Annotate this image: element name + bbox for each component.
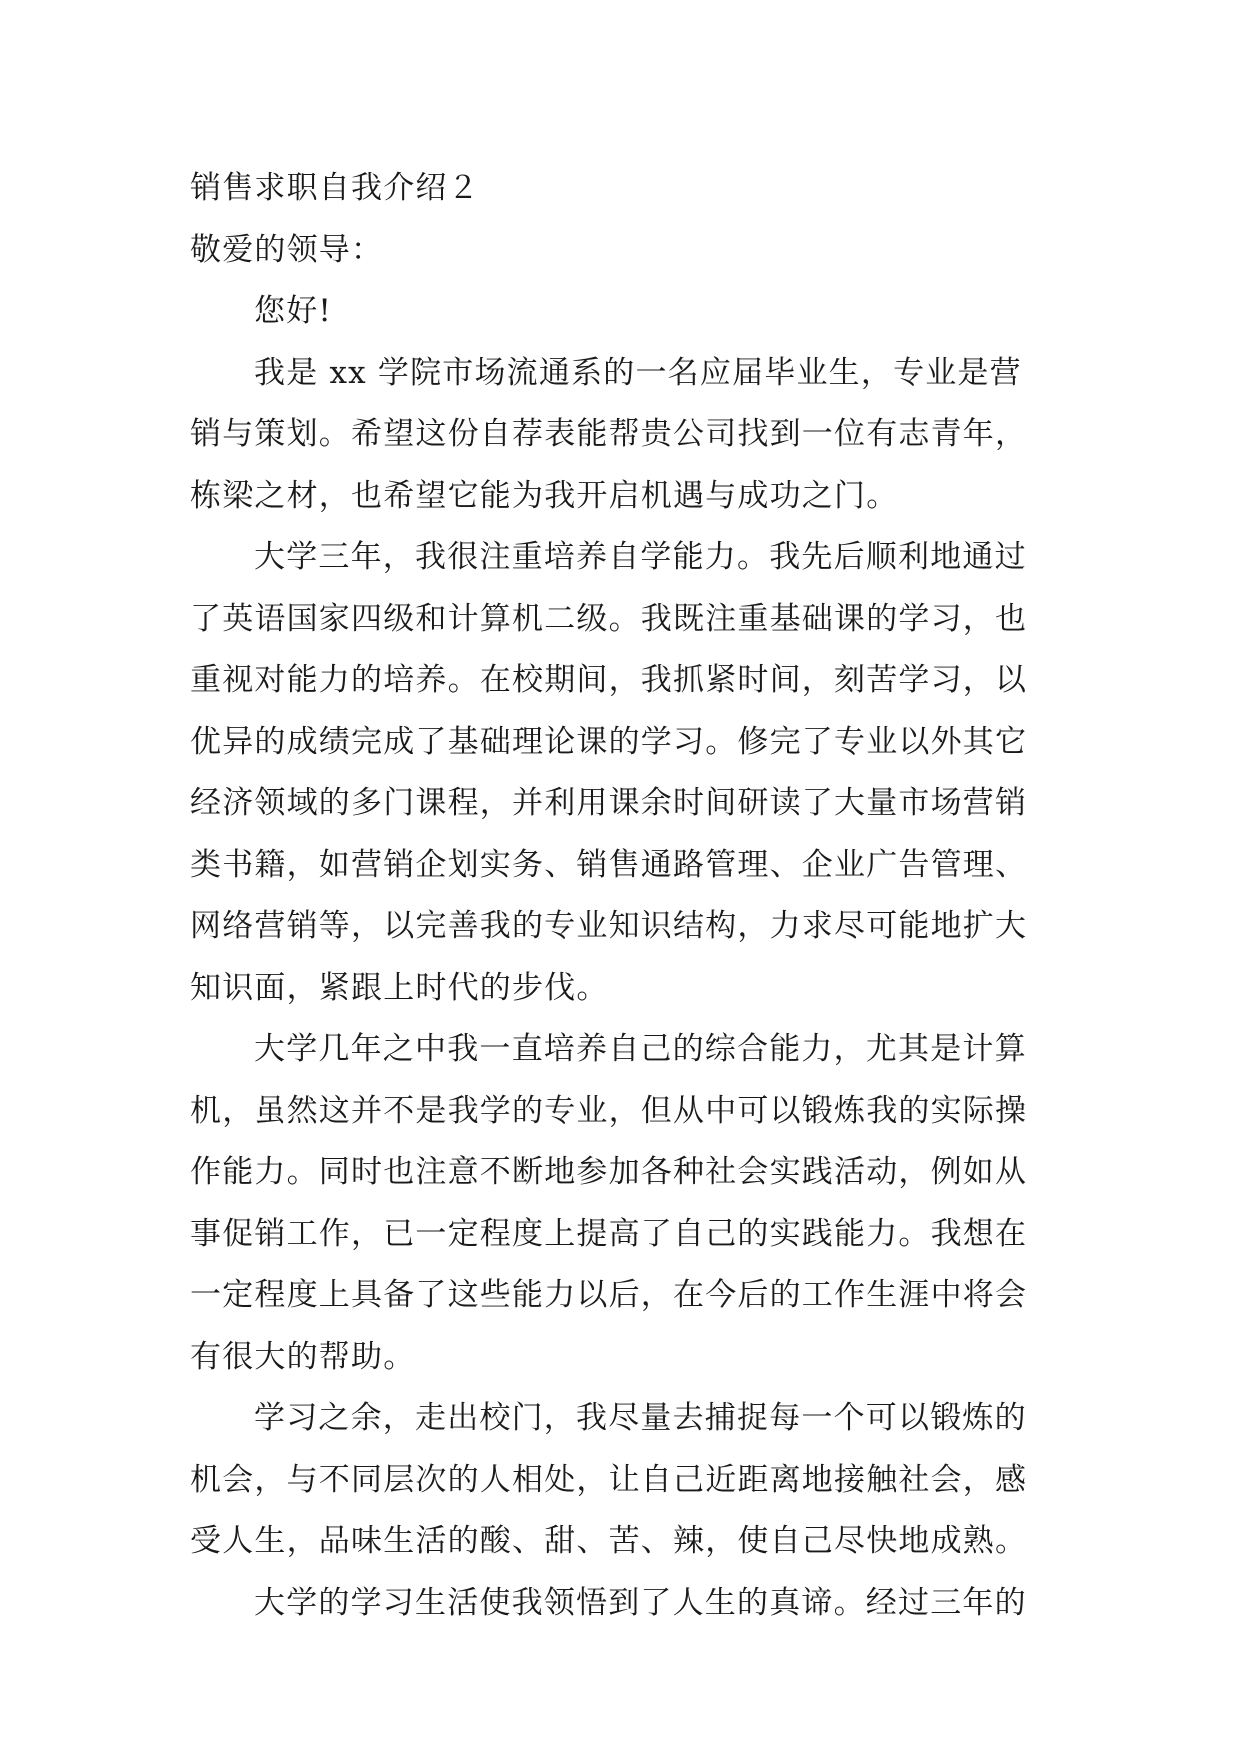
paragraph-line: 事促销工作，已一定程度上提高了自己的实践能力。我想在 bbox=[190, 1215, 1028, 1252]
document-title: 销售求职自我介绍２ bbox=[190, 170, 480, 206]
paragraph-line: 作能力。同时也注意不断地参加各种社会实践活动，例如从 bbox=[190, 1154, 1028, 1190]
paragraph-line: 了英语国家四级和计算机二级。我既注重基础课的学习，也 bbox=[190, 600, 1028, 637]
greeting: 您好! bbox=[254, 293, 333, 329]
paragraph-line: 优异的成绩完成了基础理论课的学习。修完了专业以外其它 bbox=[190, 723, 1028, 760]
paragraph-line: 销与策划。希望这份自荐表能帮贵公司找到一位有志青年， bbox=[190, 416, 1028, 452]
paragraph-line: 经济领域的多门课程，并利用课余时间研读了大量市场营销 bbox=[190, 785, 1028, 821]
paragraph-line: 栋梁之材，也希望它能为我开启机遇与成功之门。 bbox=[190, 477, 899, 514]
paragraph-line: 机，虽然这并不是我学的专业，但从中可以锻炼我的实际操 bbox=[190, 1092, 1028, 1129]
document-body bbox=[190, 158, 1060, 1634]
paragraph-line: 受人生，品味生活的酸、甜、苦、辣，使自己尽快地成熟。 bbox=[190, 1523, 1028, 1559]
paragraph-line: 有很大的帮助。 bbox=[190, 1338, 416, 1375]
paragraph-line: 大学三年，我很注重培养自学能力。我先后顺利地通过 bbox=[254, 539, 1027, 575]
paragraph-line: 网络营销等，以完善我的专业知识结构，力求尽可能地扩大 bbox=[190, 908, 1028, 944]
paragraph-line: 类书籍，如营销企划实务、销售通路管理、企业广告管理、 bbox=[190, 846, 1028, 883]
paragraph-line: 大学的学习生活使我领悟到了人生的真谛。经过三年的 bbox=[254, 1584, 1027, 1621]
salutation: 敬爱的领导： bbox=[190, 231, 384, 268]
paragraph-line: 机会，与不同层次的人相处，让自己近距离地接触社会，感 bbox=[190, 1461, 1028, 1498]
paragraph-line: 重视对能力的培养。在校期间，我抓紧时间，刻苦学习，以 bbox=[190, 662, 1028, 698]
paragraph-line: 知识面，紧跟上时代的步伐。 bbox=[190, 969, 609, 1006]
paragraph-line: 一定程度上具备了这些能力以后，在今后的工作生涯中将会 bbox=[190, 1277, 1028, 1313]
paragraph-line: 学习之余，走出校门，我尽量去捕捉每一个可以锻炼的 bbox=[254, 1400, 1027, 1436]
paragraph-line: 大学几年之中我一直培养自己的综合能力，尤其是计算 bbox=[254, 1031, 1027, 1067]
paragraph-line: 我是 xx 学院市场流通系的一名应届毕业生，专业是营 bbox=[254, 354, 1022, 391]
